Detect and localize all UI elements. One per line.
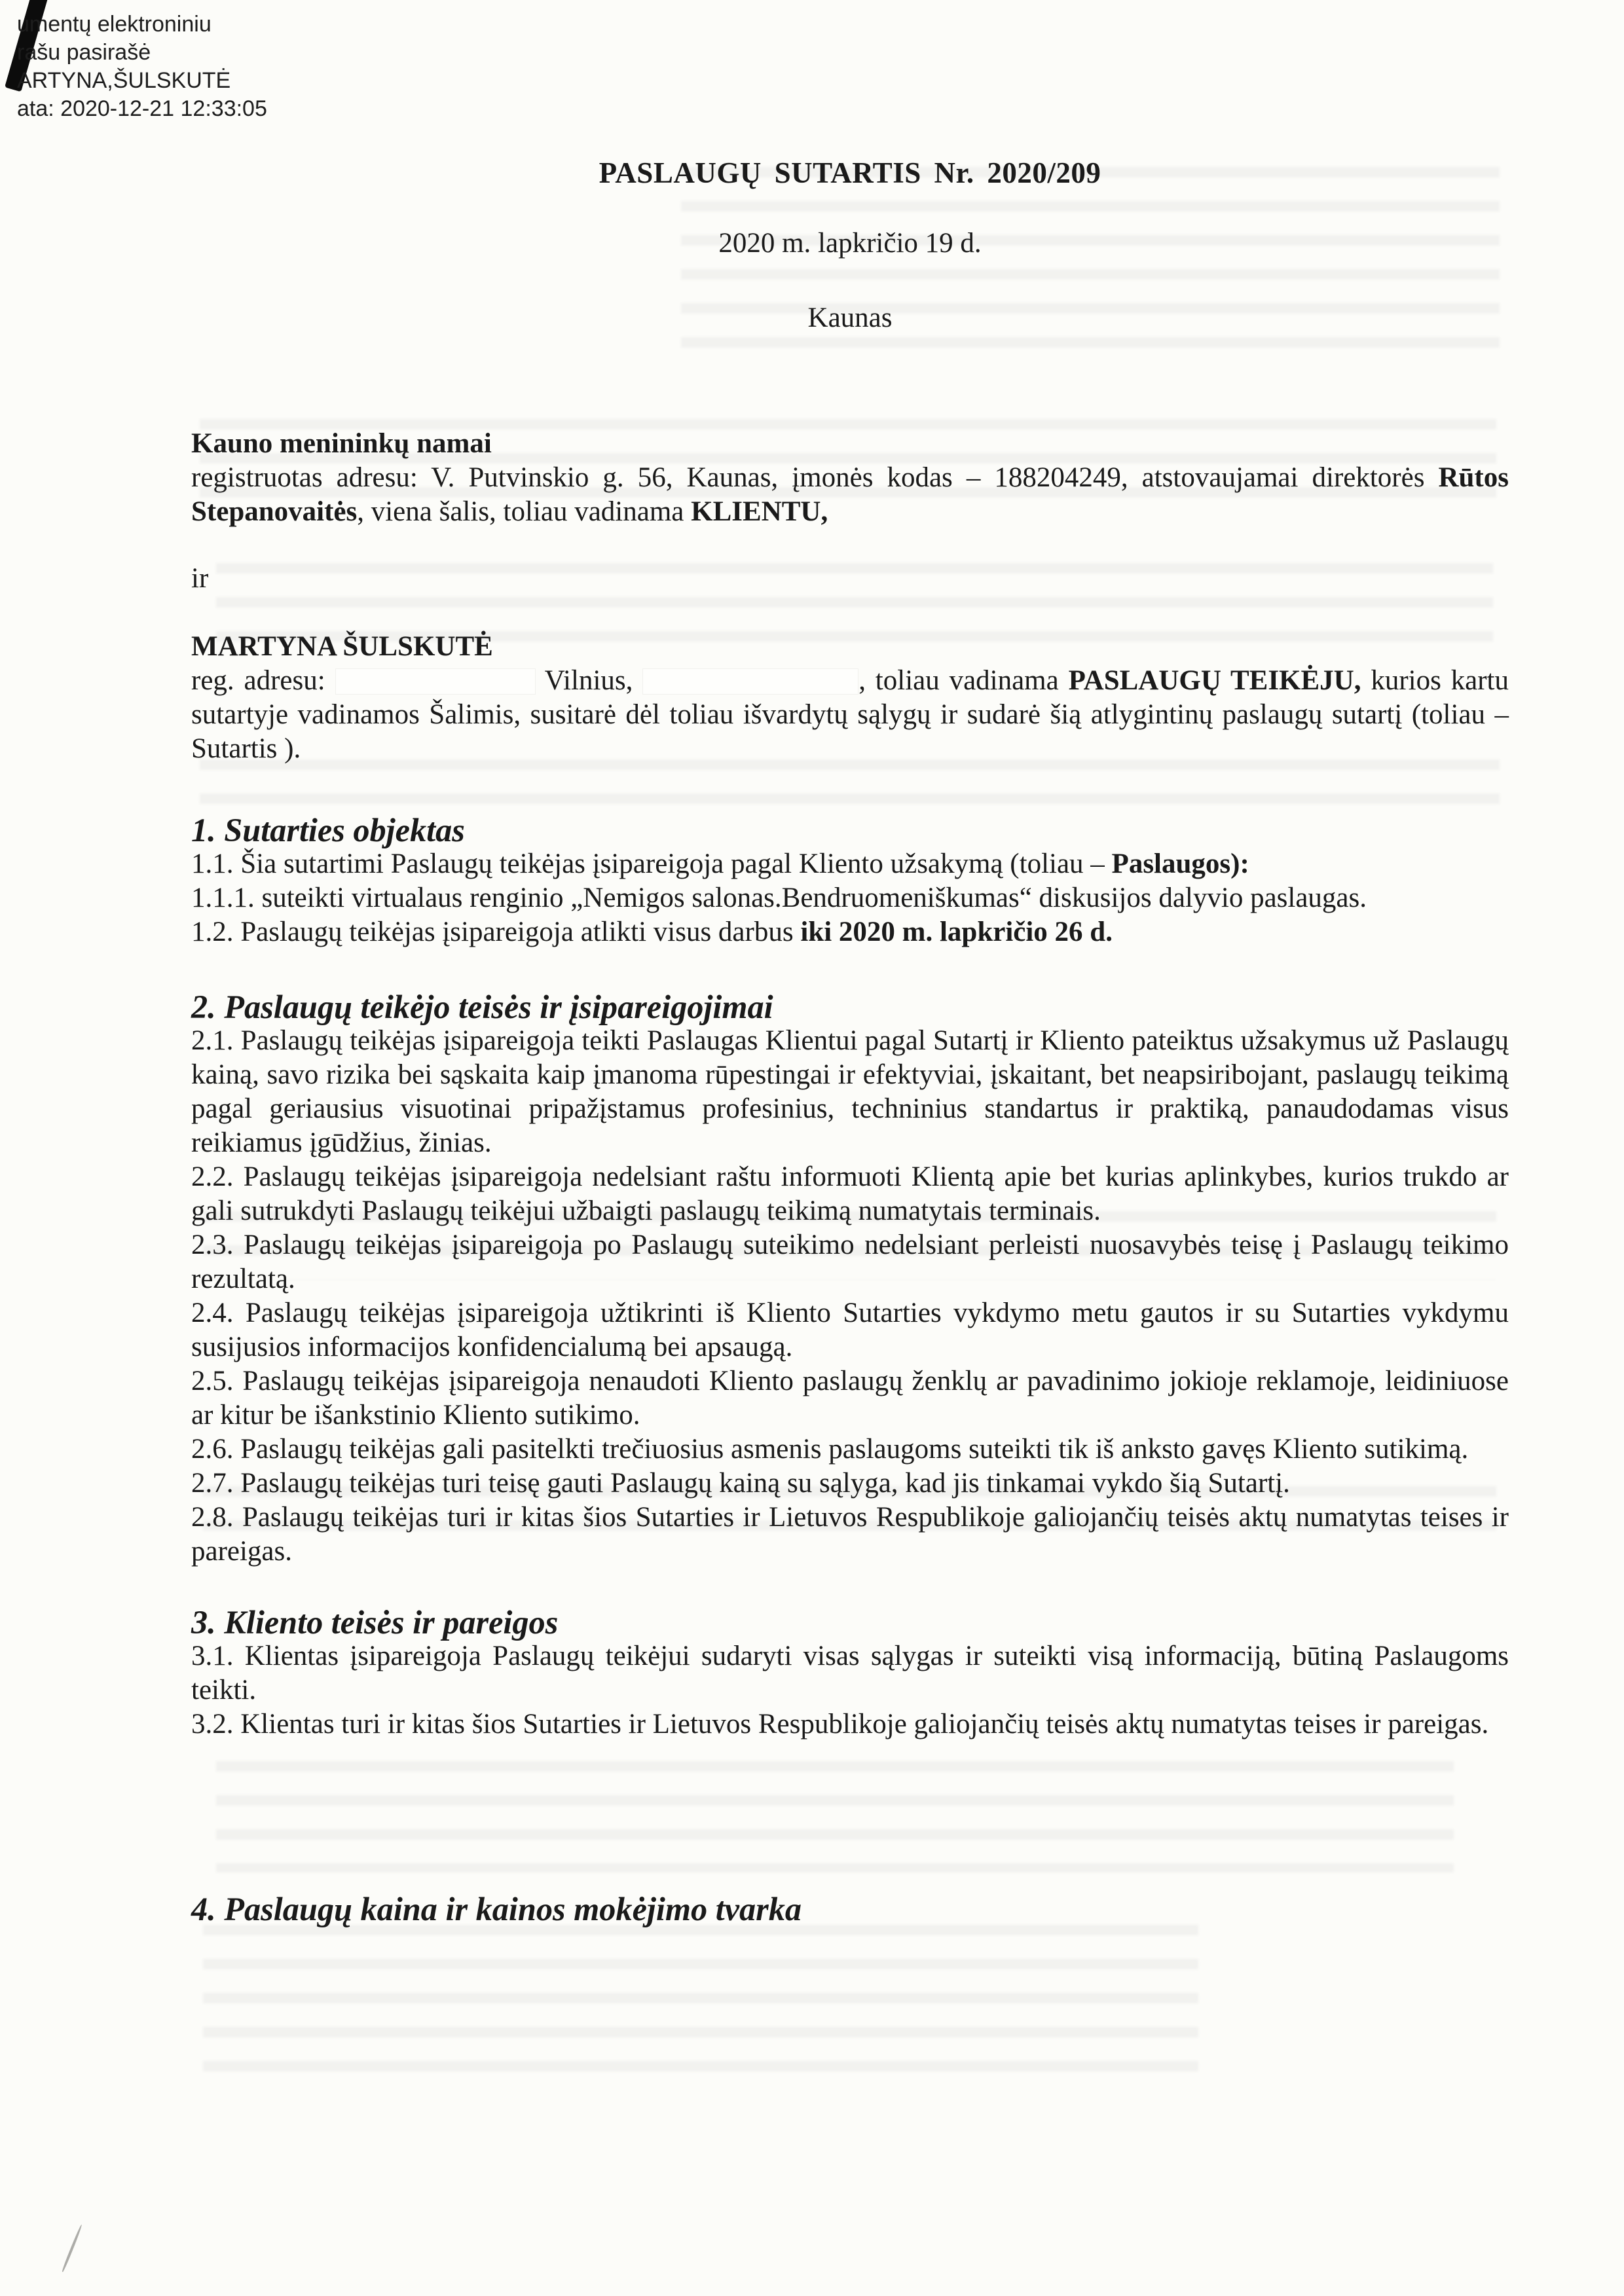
clause-1-2-bold: iki 2020 m. lapkričio 26 d. [800,917,1113,947]
clause-2-1 [191,1024,1509,1160]
contract-title: PASLAUGŲ SUTARTIS Nr. 2020/209 [599,156,1101,189]
clause-2-8 [191,1501,1509,1569]
clause-2-4-text: 2.4. Paslaugų teikėjas įsipareigoja užtikrinti iš Kliento Sutarties vykdymo metu gautos ir su Sutarties vykdymu susijusios informacijos konfidencialumą bei apsaugą. [191,1298,1509,1362]
clause-2-8-text: 2.8. Paslaugų teikėjas turi ir kitas šios Sutarties ir Lietuvos Respublikoje galiojančių teisės aktų numatytas teises ir pareigas. [191,1502,1509,1567]
clause-2-2-text: 2.2. Paslaugų teikėjas įsipareigoja nedelsiant raštu informuoti Klientą apie bet kurias aplinkybes, kurios trukdo ar gali sutrukdyti Paslaugų teikėjui užbaigti paslaugų teikimą numatytais terminais. [191,1161,1509,1226]
clause-1-2-text: 1.2. Paslaugų teikėjas įsipareigoja atlikti visus darbus [191,917,801,947]
clause-2-6-text: 2.6. Paslaugų teikėjas gali pasitelkti trečiuosius asmenis paslaugoms suteikti tik iš anksto gavęs Kliento sutikimą. [191,1434,1469,1465]
scan-artifact-pen-mark [62,2224,83,2272]
client-alias: KLIENTU, [691,496,828,527]
bleed-through-text [203,1925,1198,2075]
clause-1-1-text: 1.1. Šia sutartimi Paslaugų teikėjas įsipareigoja pagal Kliento užsakymą (toliau – [191,848,1112,879]
provider-name: MARTYNA ŠULSKUTĖ [191,631,493,662]
clause-2-7 [191,1467,1509,1501]
connector-ir: ir [191,563,209,594]
section-2-heading: 2. Paslaugų teikėjo teisės ir įsipareigojimai [191,989,773,1025]
redacted-address [335,668,536,695]
clause-2-5 [191,1364,1509,1432]
clause-1-1-1-text: 1.1.1. suteikti virtualaus renginio „Nemigos salonas.Bendruomeniškumas“ diskusijos dalyvio paslaugas. [191,883,1367,913]
stamp-line-3: ARTYNA,ŠULSKUTĖ [17,68,231,93]
stamp-line-4: ata: 2020-12-21 12:33:05 [17,96,267,121]
clause-2-3 [191,1228,1509,1296]
clause-2-4 [191,1296,1509,1364]
clause-2-3-text: 2.3. Paslaugų teikėjas įsipareigoja po Paslaugų suteikimo nedelsiant perleisti nuosavybės teisę į Paslaugų teikimo rezultatą. [191,1230,1509,1294]
provider-city: Vilnius, [544,665,633,696]
section-3-heading: 3. Kliento teisės ir pareigos [191,1604,559,1641]
clause-2-7-text: 2.7. Paslaugų teikėjas turi teisę gauti Paslaugų kainą su sąlyga, kad jis tinkamai vykdo šią Sutartį. [191,1468,1290,1499]
clause-2-1-text: 2.1. Paslaugų teikėjas įsipareigoja teikti Paslaugas Klientui pagal Sutartį ir Kliento pateiktus užsakymus už Paslaugų kainą, savo rizika bei sąskaita kaip įmanoma rūpestingai ir efektyviai, įskaitant, bet neapsiribojant, paslaugų teikimą pagal geriausius visuotinai pripažįstamus profesinius, techninius standartus ir praktiką, panaudodamas visus reikiamus įgūdžius, žinias. [191,1025,1509,1158]
provider-details-text2: kurios kartu sutartyje vadinamos Šalimis, susitarė dėl toliau išvardytų sąlygų ir sudarė šią atlygintinų paslaugų sutartį (toliau – Sutartis ). [191,665,1509,764]
clause-3-1-text: 3.1. Klientas įsipareigoja Paslaugų teikėjui sudaryti visas sąlygas ir suteikti visą informaciją, būtiną Paslaugoms teikti. [191,1641,1509,1705]
clause-1-1 [191,847,1509,881]
provider-alias: PASLAUGŲ TEIKĖJU, [1068,665,1361,696]
section-4-heading: 4. Paslaugų kaina ir kainos mokėjimo tvarka [191,1891,802,1927]
clause-1-1-1 [191,881,1509,915]
clause-3-2 [191,1707,1509,1741]
client-details-text: registruotas adresu: V. Putvinskio g. 56, Kaunas, įmonės kodas – 188204249, atstovaujamai direktorės [191,462,1439,493]
clause-3-1 [191,1639,1509,1707]
clause-1-2 [191,915,1509,949]
redacted-address-2 [642,668,858,695]
client-details-text2: , viena šalis, toliau vadinama [357,496,692,527]
clause-2-6 [191,1432,1509,1467]
contract-city: Kaunas [807,302,893,333]
stamp-line-2: rašu pasirašė [17,40,151,65]
clause-2-5-text: 2.5. Paslaugų teikėjas įsipareigoja nenaudoti Kliento paslaugų ženklų ar pavadinimo jokioje reklamoje, leidiniuose ar kitur be išankstinio Kliento sutikimo. [191,1366,1509,1430]
client-details [191,461,1509,529]
clause-3-2-text: 3.2. Klientas turi ir kitas šios Sutarties ir Lietuvos Respublikoje galiojančių teisės aktų numatytas teises ir pareigas. [191,1709,1489,1740]
client-name: Kauno menininkų namai [191,428,492,459]
client-director-name: Rūtos Stepanovaitės [191,462,1509,527]
provider-details-text: , toliau vadinama [858,665,1069,696]
section-1-heading: 1. Sutarties objektas [191,812,465,848]
clause-1-1-bold: Paslaugos): [1111,848,1249,879]
provider-details [191,664,1509,766]
provider-reg-label: reg. adresu: [191,665,325,696]
stamp-line-1: umentų elektroniniu [17,12,212,37]
clause-2-2 [191,1160,1509,1228]
contract-date: 2020 m. lapkričio 19 d. [718,228,982,259]
contract-body [191,0,1509,1926]
